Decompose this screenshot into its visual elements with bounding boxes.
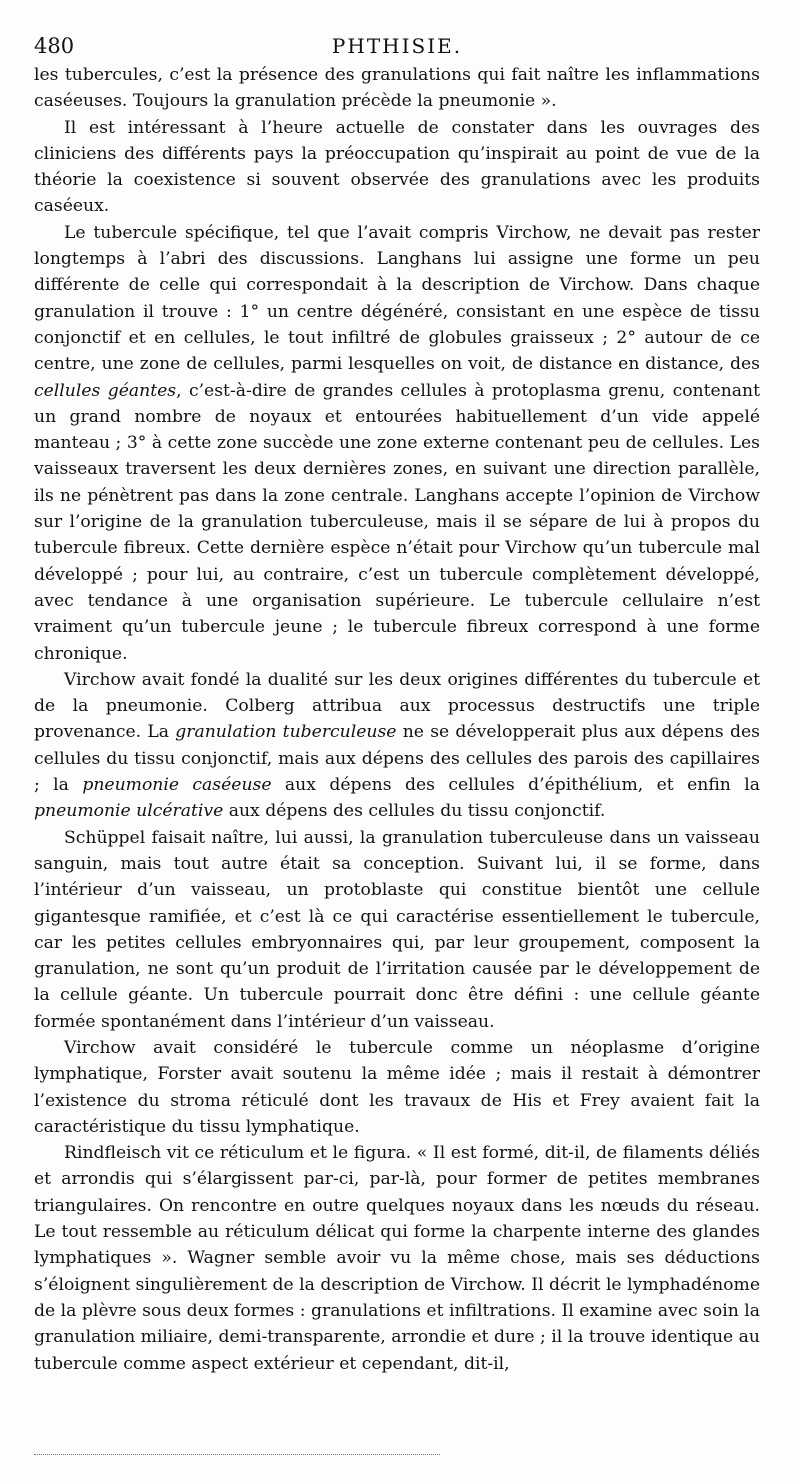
paragraph [34, 1140, 760, 1377]
page-header [34, 34, 760, 64]
italic-term: granulation tuberculeuse [175, 722, 397, 743]
footer-rule [34, 1454, 440, 1455]
paragraph [34, 1035, 760, 1140]
paragraph [34, 62, 760, 115]
running-title: PHTHISIE. [331, 34, 463, 58]
text-run: Virchow avait fondé la dualité sur les deux origines différentes du tubercule et de la pneumonie. Colberg attribua aux processus destructifs une triple provenance. La [34, 669, 760, 743]
italic-term: cellules géantes [34, 380, 177, 401]
italic-term: pneumonie ulcérative [34, 801, 224, 822]
text-run: aux dépens des cellules du tissu conjonctif. [223, 801, 606, 822]
page-number: 480 [34, 34, 75, 58]
text-run: aux dépens des cellules d’épithélium, et enfin la [271, 775, 760, 796]
text-run: Le tubercule spécifique, tel que l’avait compris Virchow, ne devait pas rester longtemps à l’abri des discussions. Langhans lui assigne une forme un peu différente de celle qui correspondait à la description de Virchow. Dans chaque granulation il trouve : 1° un centre dégénéré, consistant en une espèce de tissu conjonctif et en cellules, le tout infiltré de globules graisseux ; 2° autour de ce centre, une zone de cellules, parmi lesquelles on voit, de distance en distance, des [34, 222, 760, 375]
text-run: ne se développerait plus aux dépens des cellules du tissu conjonctif, mais aux dépens des cellules des parois des capillaires ; la [34, 722, 760, 796]
paragraph [34, 115, 760, 220]
text-run: les tubercules, c’est la présence des granulations qui fait naître les inflammations caséeuses. Toujours la granulation précède la pneumonie ». [34, 65, 760, 112]
paragraph [34, 220, 760, 667]
paragraph [34, 825, 760, 1035]
paragraph [34, 667, 760, 825]
text-run: Il est intéressant à l’heure actuelle de constater dans les ouvrages des cliniciens des différents pays la préoccupation qu’inspirait au point de vue de la théorie la coexistence si souvent observée des granulations avec les produits caséeux. [34, 117, 760, 217]
italic-term: pneumonie caséeuse [82, 775, 272, 796]
text-run: Virchow avait considéré le tubercule comme un néoplasme d’origine lymphatique, Forster avait soutenu la même idée ; mais il restait à démontrer l’existence du stroma réticulé dont les travaux de His et Frey avaient fait la caractéristique du tissu lymphatique. [34, 1037, 760, 1137]
text-run: , c’est-à-dire de grandes cellules à protoplasma grenu, contenant un grand nombre de noyaux et entourées habituellement d’un vide appelé manteau ; 3° à cette zone succède une zone externe contenant peu de cellules. Les vaisseaux traversent les deux dernières zones, en suivant une direction parallèle, ils ne pénètrent pas dans la zone centrale. Langhans accepte l’opinion de Virchow sur l’origine de la granulation tuberculeuse, mais il se sépare de lui à propos du tubercule fibreux. Cette dernière espèce n’était pour Virchow qu’un tubercule mal développé ; pour lui, au contraire, c’est un tubercule complètement développé, avec tendance à une organisation supérieure. Le tubercule cellulaire n’est vraiment qu’un tubercule jeune ; le tubercule fibreux correspond à une forme chronique. [34, 380, 760, 664]
text-run: Rindfleisch vit ce réticulum et le figura. « Il est formé, dit-il, de filaments déliés et arrondis qui s’élargissent par-ci, par-là, pour former de petites membranes triangulaires. On rencontre en outre quelques noyaux dans les nœuds du réseau. Le tout ressemble au réticulum délicat qui forme la charpente interne des glandes lymphatiques ». Wagner semble avoir vu la même chose, mais ses déductions s’éloignent singulièrement de la description de Virchow. Il décrit le lymphadénome de la plèvre sous deux formes : granulations et infiltrations. Il examine avec soin la granulation miliaire, demi-transparente, arrondie et dure ; il la trouve identique au tubercule comme aspect extérieur et cependant, dit-il, [34, 1143, 760, 1374]
text-run: Schüppel faisait naître, lui aussi, la granulation tuberculeuse dans un vaisseau sanguin, mais tout autre était sa conception. Suivant lui, il se forme, dans l’intérieur d’un vaisseau, un protoblaste qui constitue bientôt une cellule gigantesque ramifiée, et c’est là ce qui caractérise essentiellement le tubercule, car les petites cellules embryonnaires qui, par leur groupement, composent la granulation, ne sont qu’un produit de l’irritation causée par le développement de la cellule géante. Un tubercule pourrait donc être défini : une cellule géante formée spontanément dans l’intérieur d’un vaisseau. [34, 827, 760, 1032]
body-text [34, 62, 760, 1377]
